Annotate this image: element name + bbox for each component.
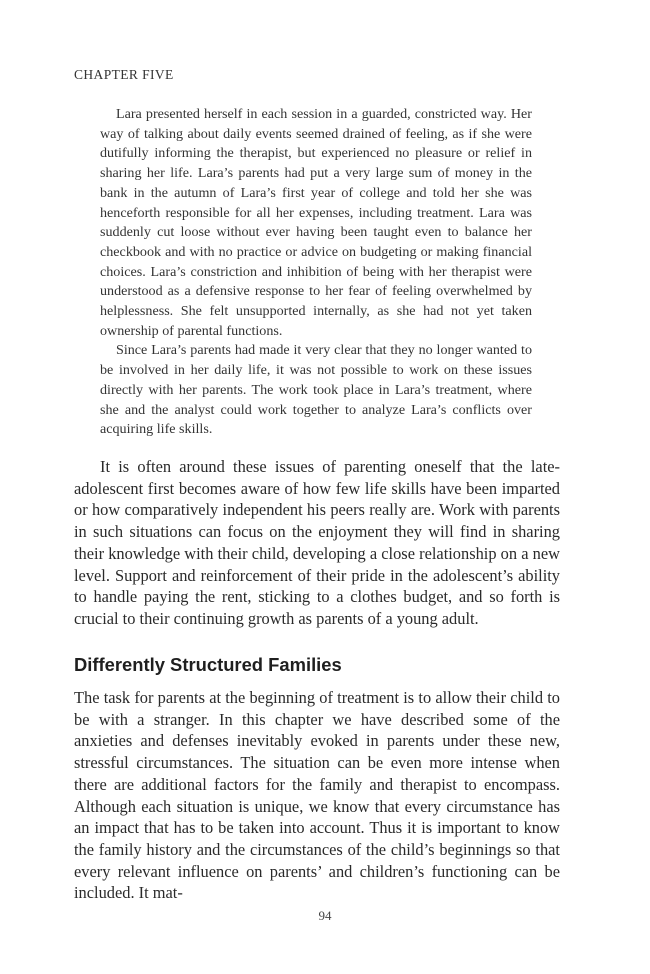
body-paragraph: The task for parents at the beginning of treatment is to allow their child to be with a stranger. In this chapter we have described some of the anxieties and defenses inevitably evoked in parents under these new, stressful circumstances. The situation can be even more intense when there are additional factors for the family and therapist to encompass. Although each situation is unique, we know that every circumstance has an impact that has to be taken into account. Thus it is important to know the family history and the circumstances of the child’s beginnings so that every relevant influence on parents’ and children’s functioning can be included. It mat- xyxy=(74,688,560,903)
body-paragraph: It is often around these issues of parenting oneself that the late-adolescent first becomes aware of how few life skills have been imparted or how comparatively independent his peers really are. Work with parents in such situations can focus on the enjoyment they will find in sharing their knowledge with their child, developing a close relationship on a new level. Support and reinforcement of their pride in the adolescent’s ability to handle paying the rent, sticking to a clothes budget, and so forth is crucial to their continuing growth as parents of a young adult. xyxy=(74,457,560,628)
page-number: 94 xyxy=(318,908,332,923)
running-head: CHAPTER FIVE xyxy=(74,67,174,82)
body-paragraph-2-block xyxy=(74,687,560,904)
body-paragraph-1-block xyxy=(74,456,560,630)
vignette-paragraph: Lara presented herself in each session in a guarded, constricted way. Her way of talking about daily events seemed drained of feeling, as if she were dutifully informing the therapist, but experienced no pleasure or relief in sharing her life. Lara’s parents had put a very large sum of money in the bank in the autumn of Lara’s first year of college and told her she was henceforth responsible for all her expenses, including treatment. Lara was suddenly cut loose without ever having been taught even to balance her checkbook and with no practice or advice on budgeting or making financial choices. Lara’s constriction and inhibition of being with her therapist were understood as a defensive response to her fear of feeling overwhelmed by helplessness. She felt unsupported internally, as she had not yet taken ownership of parental functions. xyxy=(100,106,532,339)
case-vignette xyxy=(100,105,532,440)
section-heading: Differently Structured Families xyxy=(74,654,342,675)
vignette-paragraph: Since Lara’s parents had made it very clear that they no longer wanted to be involved in her daily life, it was not possible to work on these issues directly with her parents. The work took place in Lara’s treatment, where she and the analyst could work together to analyze Lara’s conflicts over acquiring life skills. xyxy=(100,342,532,438)
